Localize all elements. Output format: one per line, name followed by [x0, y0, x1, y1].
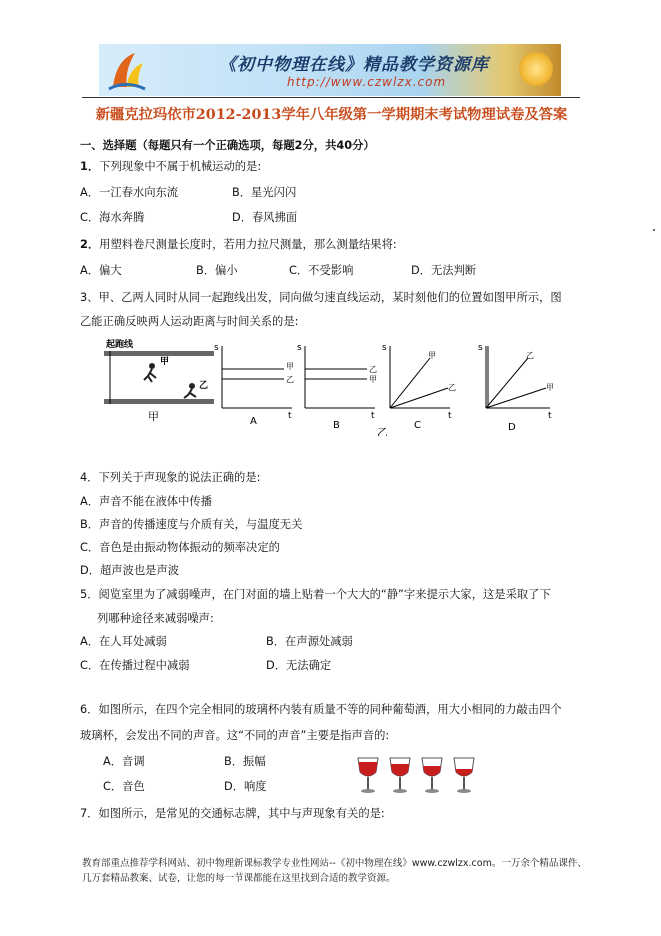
option-d: D．无法判断	[411, 264, 477, 277]
svg-text:甲: 甲	[546, 383, 554, 392]
option-d: D．超声波也是声波	[80, 564, 180, 577]
question-5-line2: 列哪种途径来减弱噪声:	[97, 612, 214, 625]
header-divider	[82, 97, 580, 98]
graph-d-svg	[476, 336, 566, 436]
svg-text:s: s	[382, 343, 387, 353]
svg-text:s: s	[478, 343, 483, 353]
option-a: A．偏大	[80, 264, 122, 277]
option-c: C．音色	[103, 780, 145, 793]
runner-yi-icon	[189, 383, 195, 389]
wine-glasses-image	[356, 756, 476, 796]
question-5-line1: 5．阅览室里为了减弱噪声，在门对面的墙上贴着一个大大的“静”字来提示大家，这是采取了下	[80, 588, 551, 601]
question-stem: 用塑料卷尺测量长度时，若用力拉尺测量，那么测量结果将:	[99, 238, 397, 251]
option-c: C．不受影响	[289, 264, 354, 277]
question-3-line2: 乙能正确反映两人运动距离与时间关系的是:	[80, 315, 299, 328]
question-number: 1．	[80, 160, 100, 173]
site-logo-icon	[105, 49, 149, 91]
footer-line-2: 几万套精品教案、试卷，让您的每一节课都能在这里找到合适的教学资源。	[82, 873, 396, 884]
option-c: C．在传播过程中减弱	[80, 659, 190, 672]
graph-a	[214, 343, 294, 427]
option-a: A．音调	[103, 755, 145, 768]
runner-jia-icon	[149, 363, 155, 369]
track-top-wall	[104, 351, 214, 356]
question-stem: 下列现象中不属于机械运动的是:	[99, 160, 262, 173]
banner-url[interactable]: http://www.czwlzx.com	[287, 75, 447, 89]
question-1	[80, 160, 261, 174]
q3-figure	[100, 336, 505, 436]
graph-c	[382, 343, 456, 431]
svg-text:t: t	[288, 411, 292, 421]
option-a: A．在人耳处减弱	[80, 635, 167, 648]
option-d: D．春风拂面	[232, 211, 298, 224]
label-jia: 甲	[160, 357, 170, 367]
page-footer	[82, 856, 592, 886]
svg-text:D: D	[508, 422, 516, 433]
svg-text:t: t	[448, 411, 452, 421]
svg-text:乙: 乙	[526, 351, 534, 360]
option-b: B．星光闪闪	[232, 186, 297, 199]
svg-text:甲: 甲	[286, 362, 294, 371]
svg-text:t: t	[371, 411, 375, 421]
svg-text:B: B	[333, 420, 340, 431]
svg-text:乙: 乙	[448, 383, 456, 392]
svg-text:s: s	[214, 343, 219, 353]
label-yi: 乙	[199, 381, 209, 391]
fig-caption-yi: 乙	[377, 426, 388, 436]
wine-glass-icon	[390, 758, 410, 793]
option-b: B．偏小	[196, 264, 238, 277]
question-2	[80, 238, 397, 252]
question-6-line1: 6．如图所示，在四个完全相同的玻璃杯内装有质量不等的同种葡萄酒，用大小相同的力敲击四个	[80, 703, 562, 716]
svg-text:s: s	[297, 343, 302, 353]
document-title: 新疆克拉玛依市2012-2013学年八年级第一学期期末考试物理试卷及答案	[95, 107, 568, 123]
question-3-line1: 3、甲、乙两人同时从同一起跑线出发，同向做匀速直线运动，某时刻他们的位置如图甲所示，图	[80, 291, 562, 304]
header-banner	[99, 44, 561, 96]
option-c: C．音色是由振动物体振动的频率决定的	[80, 541, 280, 554]
option-b: B．振幅	[224, 755, 266, 768]
graph-b	[297, 343, 377, 431]
fig-jia-track	[104, 338, 214, 423]
track-bottom-wall	[104, 399, 214, 404]
option-a: A．声音不能在液体中传播	[80, 495, 212, 508]
option-b: B．声音的传播速度与介质有关，与温度无关	[80, 518, 303, 531]
option-c: C．海水奔腾	[80, 211, 145, 224]
svg-text:C: C	[414, 420, 421, 431]
fig-caption-jia: 甲	[148, 410, 159, 423]
svg-text:甲: 甲	[369, 375, 377, 384]
margin-mark	[653, 229, 655, 231]
svg-text:乙: 乙	[286, 375, 294, 384]
question-number: 2．	[80, 238, 100, 251]
option-d: D．响度	[224, 780, 267, 793]
sunflower-image	[519, 52, 553, 86]
question-6-line2: 玻璃杯，会发出不同的声音。这“不同的声音”主要是指声音的:	[80, 729, 390, 742]
svg-text:t: t	[548, 411, 552, 421]
option-a: A．一江春水向东流	[80, 186, 179, 199]
start-line-label: 起跑线	[106, 340, 134, 350]
option-d: D．无法确定	[266, 659, 332, 672]
wine-glass-icon	[358, 758, 378, 793]
svg-text:甲: 甲	[428, 351, 436, 360]
wine-glass-icon	[454, 758, 474, 793]
section-heading: 一、选择题（每题只有一个正确选项，每题2分，共40分）	[80, 139, 375, 152]
svg-text:乙: 乙	[369, 365, 377, 374]
option-b: B．在声源处减弱	[266, 635, 353, 648]
question-7: 7．如图所示，是常见的交通标志牌，其中与声现象有关的是:	[80, 807, 385, 820]
footer-line-1: 教育部重点推荐学科网站、初中物理新课标教学专业性网站--《初中物理在线》www.czwlzx.com。一万余个精品课件、	[82, 858, 587, 869]
svg-text:A: A	[250, 416, 257, 427]
banner-title: 《初中物理在线》精品教学资源库	[219, 55, 489, 75]
question-4: 4．下列关于声现象的说法正确的是:	[80, 471, 261, 484]
wine-glass-icon	[422, 758, 442, 793]
